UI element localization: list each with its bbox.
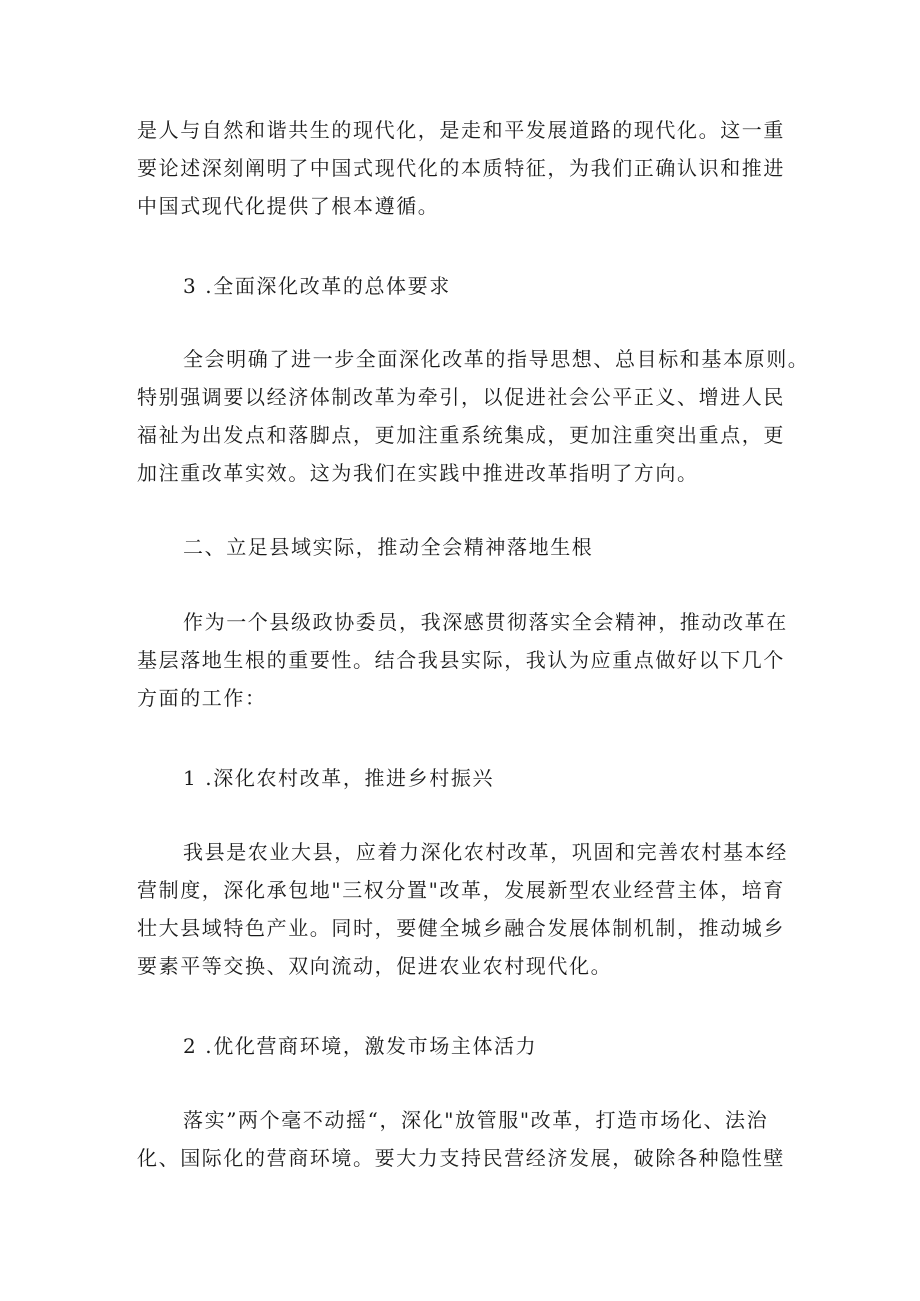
paragraph-line: 特别强调要以经济体制改革为牵引，以促进社会公平正义、增进人民 (137, 385, 785, 409)
paragraph-line: 全会明确了进一步全面深化改革的指导思想、总目标和基本原则。 (183, 347, 810, 371)
section-heading: 二、立足县域实际，推动全会精神落地生根 (183, 535, 594, 559)
paragraph-line: 要论述深刻阐明了中国式现代化的本质特征，为我们正确认识和推进 (137, 156, 785, 180)
paragraph-line: 中国式现代化提供了根本遵循。 (137, 194, 440, 218)
subheading-2: 2 .优化营商环境，激发市场主体活力 (183, 1034, 538, 1058)
paragraph-line: 方面的工作： (137, 686, 267, 710)
paragraph-line: 是人与自然和谐共生的现代化，是走和平发展道路的现代化。这一重 (137, 118, 785, 142)
paragraph-line: 加注重改革实效。这为我们在实践中推进改革指明了方向。 (137, 461, 699, 485)
paragraph-line: 要素平等交换、双向流动，促进农业农村现代化。 (137, 954, 613, 978)
paragraph-line: 福祉为出发点和落脚点，更加注重系统集成，更加注重突出重点，更 (137, 423, 785, 447)
paragraph-line: 壮大县域特色产业。同时，要健全城乡融合发展体制机制，推动城乡 (137, 916, 785, 940)
paragraph-line: 落实”两个毫不动摇“，深化"放管服"改革，打造市场化、法治 (183, 1108, 769, 1132)
paragraph-line: 作为一个县级政协委员，我深感贯彻落实全会精神，推动改革在 (183, 610, 788, 634)
paragraph-line: 我县是农业大县，应着力深化农村改革，巩固和完善农村基本经 (183, 840, 788, 864)
paragraph-line: 化、国际化的营商环境。要大力支持民营经济发展，破除各种隐性壁 (137, 1146, 785, 1170)
subheading-1: 1 .深化农村改革，推进乡村振兴 (183, 766, 495, 790)
paragraph-line: 营制度，深化承包地"三权分置"改革，发展新型农业经营主体，培育 (137, 878, 785, 902)
subheading-3: 3 .全面深化改革的总体要求 (183, 274, 451, 298)
paragraph-line: 基层落地生根的重要性。结合我县实际，我认为应重点做好以下几个 (137, 648, 785, 672)
